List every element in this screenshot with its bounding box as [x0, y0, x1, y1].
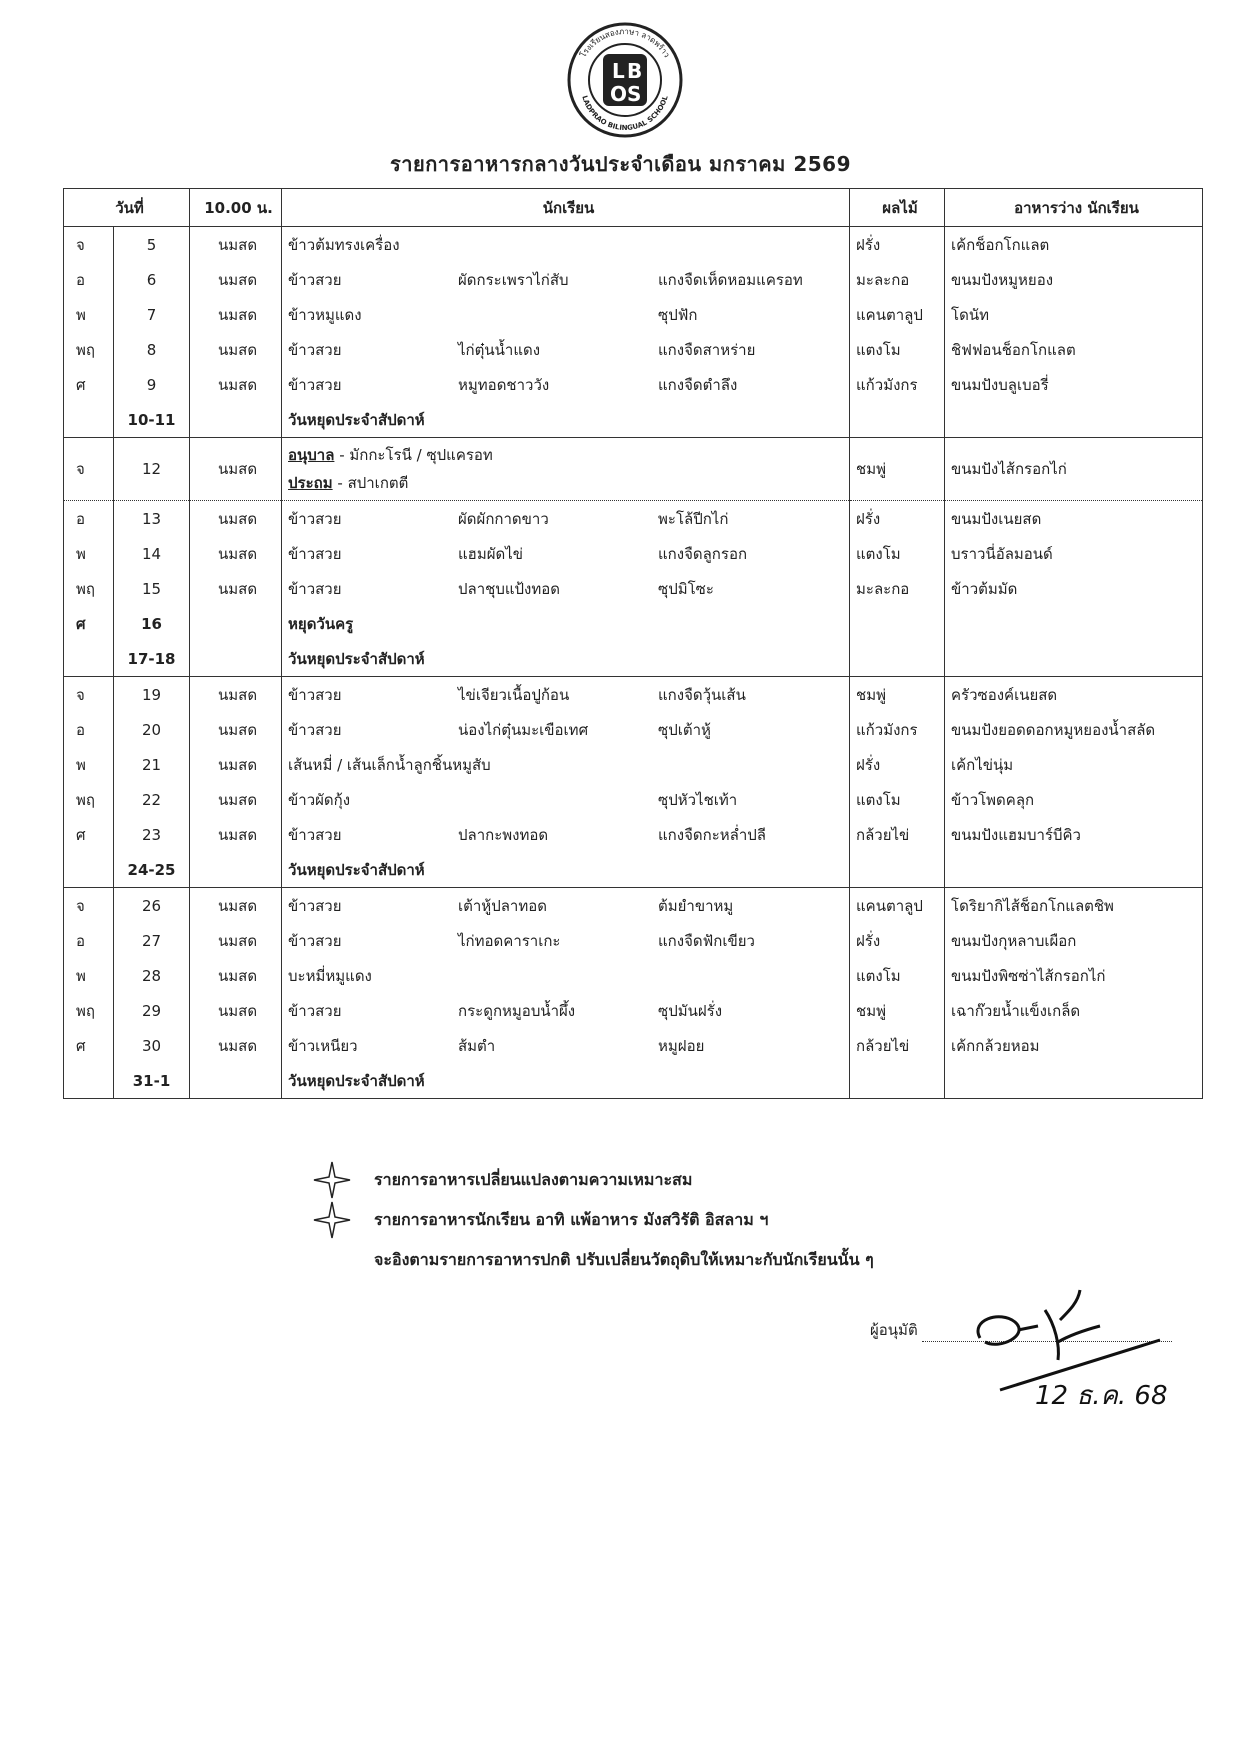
approval-label: ผู้อนุมัติ [870, 1321, 918, 1339]
date-cell: 29 [114, 993, 190, 1028]
table-row [64, 993, 1203, 1028]
snack-pm-cell [945, 606, 1203, 641]
table-row [64, 227, 1203, 263]
note-2: รายการอาหารนักเรียน อาทิ แพ้อาหาร มังสวิรัติ อิสลาม ฯ [374, 1209, 769, 1229]
snack-pm-cell [945, 1063, 1203, 1099]
table-row [64, 402, 1203, 438]
main-dish: ข้าวสวย [288, 270, 342, 289]
student-menu-cell [282, 332, 850, 367]
side-dish: ไก่ทอดคาราเกะ [458, 931, 561, 950]
main-dish: ข้าวสวย [288, 544, 342, 563]
main-dish: ข้าวเหนียว [288, 1036, 358, 1055]
snack-am-cell: นมสด [190, 332, 282, 367]
snack-am-cell: นมสด [190, 712, 282, 747]
main-dish: หยุดวันครู [288, 614, 354, 633]
day-cell: อ [64, 501, 114, 537]
student-menu-cell [282, 958, 850, 993]
date-cell: 8 [114, 332, 190, 367]
day-cell: พ [64, 958, 114, 993]
snack-pm-cell: ขนมปังแฮมบาร์บีคิว [945, 817, 1203, 852]
snack-am-cell: นมสด [190, 958, 282, 993]
snack-pm-cell: ขนมปังพิซซ่าไส้กรอกไก่ [945, 958, 1203, 993]
header-snack-am: 10.00 น. [190, 189, 282, 227]
snack-pm-cell: ขนมปังบลูเบอรี่ [945, 367, 1203, 402]
student-menu-cell [282, 817, 850, 852]
soup-dish: แกงจืดกะหล่ำปลี [658, 825, 766, 844]
day-cell: ศ [64, 367, 114, 402]
snack-am-cell [190, 606, 282, 641]
date-cell: 13 [114, 501, 190, 537]
student-menu-cell [282, 923, 850, 958]
snack-pm-cell: ขนมปังเนยสด [945, 501, 1203, 537]
main-dish: บะหมี่หมูแดง [288, 966, 372, 985]
date-cell: 22 [114, 782, 190, 817]
date-cell: 10-11 [114, 402, 190, 438]
soup-dish: แกงจืดสาหร่าย [658, 340, 756, 359]
snack-pm-cell: ข้าวต้มมัด [945, 571, 1203, 606]
date-cell: 24-25 [114, 852, 190, 888]
snack-pm-cell: เค้กไข่นุ่ม [945, 747, 1203, 782]
soup-dish: ซุปเต้าหู้ [658, 720, 711, 739]
date-cell: 9 [114, 367, 190, 402]
note-1: รายการอาหารเปลี่ยนแปลงตามความเหมาะสม [374, 1169, 693, 1189]
star-bullet-icon [310, 1198, 354, 1242]
student-menu-cell [282, 888, 850, 924]
fruit-cell: แก้วมังกร [850, 712, 945, 747]
side-dish [458, 303, 658, 327]
student-menu-cell [282, 677, 850, 713]
star-bullet-icon [310, 1158, 354, 1202]
fruit-cell: แตงโม [850, 536, 945, 571]
table-row [64, 747, 1203, 782]
main-dish: ข้าวสวย [288, 720, 342, 739]
main-dish: ข้าวสวย [288, 1001, 342, 1020]
student-menu-cell [282, 367, 850, 402]
date-cell: 14 [114, 536, 190, 571]
snack-pm-cell: ขนมปังยอดดอกหมูหยองน้ำสลัด [945, 712, 1203, 747]
snack-am-cell: นมสด [190, 1028, 282, 1063]
main-dish: วันหยุดประจำสัปดาห์ [288, 410, 425, 429]
student-menu-cell [282, 227, 850, 263]
snack-pm-cell: ข้าวโพดคลุก [945, 782, 1203, 817]
fruit-cell: ชมพู่ [850, 677, 945, 713]
main-dish: ข้าวสวย [288, 825, 342, 844]
primary-menu: - สปาเกตตี [337, 474, 409, 492]
snack-am-cell: นมสด [190, 782, 282, 817]
main-dish: เส้นหมี่ / เส้นเล็กน้ำลูกชิ้นหมูสับ [288, 755, 491, 774]
snack-am-cell: นมสด [190, 501, 282, 537]
fruit-cell: แตงโม [850, 782, 945, 817]
table-row [64, 1028, 1203, 1063]
fruit-cell [850, 852, 945, 888]
main-dish: ข้าวสวย [288, 896, 342, 915]
fruit-cell [850, 606, 945, 641]
day-cell: ศ [64, 817, 114, 852]
student-menu-cell [282, 606, 850, 641]
snack-am-cell: นมสด [190, 747, 282, 782]
day-cell [64, 1063, 114, 1099]
main-dish: ข้าวสวย [288, 685, 342, 704]
day-cell: จ [64, 438, 114, 501]
table-row [64, 958, 1203, 993]
side-dish: ปลาชุบแป้งทอด [458, 579, 561, 598]
day-cell: อ [64, 923, 114, 958]
student-menu-cell [282, 1063, 850, 1099]
snack-pm-cell [945, 852, 1203, 888]
kindergarten-label: อนุบาล [288, 446, 335, 464]
svg-text:L: L [612, 59, 625, 83]
day-cell: จ [64, 677, 114, 713]
date-cell: 28 [114, 958, 190, 993]
side-dish: กระดูกหมูอบน้ำผึ้ง [458, 1001, 576, 1020]
side-dish: เต้าหู้ปลาทอด [458, 896, 547, 915]
snack-am-cell [190, 1063, 282, 1099]
main-dish: วันหยุดประจำสัปดาห์ [288, 1071, 425, 1090]
student-menu-cell [282, 571, 850, 606]
date-cell: 17-18 [114, 641, 190, 677]
date-cell: 27 [114, 923, 190, 958]
snack-pm-cell: บราวนี่อัลมอนด์ [945, 536, 1203, 571]
soup-dish: แกงจืดฟักเขียว [658, 931, 755, 950]
student-menu-cell [282, 782, 850, 817]
student-menu-cell [282, 262, 850, 297]
day-cell [64, 641, 114, 677]
snack-am-cell: นมสด [190, 993, 282, 1028]
primary-label: ประถม [288, 474, 333, 492]
snack-pm-cell: ขนมปังหมูหยอง [945, 262, 1203, 297]
snack-pm-cell: ขนมปังไส้กรอกไก่ [945, 438, 1203, 501]
soup-dish: ซุปหัวไชเท้า [658, 790, 738, 809]
header-row [64, 189, 1203, 227]
notes [310, 1160, 874, 1280]
soup-dish: แกงจืดลูกรอก [658, 544, 748, 563]
soup-dish: ต้มยำขาหมู [658, 896, 734, 915]
fruit-cell: แตงโม [850, 332, 945, 367]
date-cell: 21 [114, 747, 190, 782]
main-dish: วันหยุดประจำสัปดาห์ [288, 649, 425, 668]
fruit-cell: แก้วมังกร [850, 367, 945, 402]
date-cell: 12 [114, 438, 190, 501]
day-cell [64, 402, 114, 438]
student-menu-cell [282, 297, 850, 332]
fruit-cell: แคนตาลูป [850, 888, 945, 924]
side-dish [458, 788, 658, 812]
student-menu-cell [282, 438, 850, 501]
snack-am-cell: นมสด [190, 227, 282, 263]
snack-am-cell: นมสด [190, 677, 282, 713]
snack-am-cell: นมสด [190, 297, 282, 332]
snack-pm-cell: ขนมปังกุหลาบเผือก [945, 923, 1203, 958]
snack-pm-cell: เค้กกล้วยหอม [945, 1028, 1203, 1063]
signature-date: 12 ธ.ค. 68 [1035, 1381, 1168, 1411]
header-students: นักเรียน [282, 189, 850, 227]
note-2-continued: จะอิงตามรายการอาหารปกติ ปรับเปลี่ยนวัตถุดิบให้เหมาะกับนักเรียนนั้น ๆ [374, 1250, 874, 1269]
main-dish: ข้าวต้มทรงเครื่อง [288, 235, 400, 254]
snack-am-cell [190, 641, 282, 677]
table-row [64, 782, 1203, 817]
day-cell: พฤ [64, 571, 114, 606]
side-dish: ผัดกระเพราไก่สับ [458, 270, 569, 289]
snack-pm-cell: โดนัท [945, 297, 1203, 332]
table-row [64, 712, 1203, 747]
svg-text:S: S [627, 82, 642, 106]
fruit-cell: แตงโม [850, 958, 945, 993]
student-menu-cell [282, 747, 850, 782]
snack-pm-cell [945, 402, 1203, 438]
day-cell: อ [64, 712, 114, 747]
fruit-cell: ชมพู่ [850, 993, 945, 1028]
kindergarten-menu: - มักกะโรนี / ซุปแครอท [339, 446, 493, 464]
signature [960, 1280, 1190, 1420]
date-cell: 19 [114, 677, 190, 713]
fruit-cell [850, 1063, 945, 1099]
main-dish: ข้าวสวย [288, 579, 342, 598]
student-menu-cell [282, 712, 850, 747]
side-dish: แฮมผัดไข่ [458, 544, 524, 563]
side-dish: ไก่ตุ๋นน้ำแดง [458, 340, 541, 359]
svg-text:B: B [627, 59, 643, 83]
soup-dish: พะโล้ปีกไก่ [658, 509, 729, 528]
soup-dish: ซุปมิโซะ [658, 579, 714, 598]
side-dish: ปลากะพงทอด [458, 825, 549, 844]
header-snack-pm: อาหารว่าง นักเรียน [945, 189, 1203, 227]
date-cell: 26 [114, 888, 190, 924]
table-row [64, 501, 1203, 537]
student-menu-cell [282, 852, 850, 888]
table-row [64, 571, 1203, 606]
side-dish: หมูทอดชาววัง [458, 375, 550, 394]
day-cell: พฤ [64, 782, 114, 817]
fruit-cell: มะละกอ [850, 571, 945, 606]
table-row [64, 262, 1203, 297]
header-date: วันที่ [64, 189, 190, 227]
snack-am-cell: นมสด [190, 817, 282, 852]
table-row [64, 1063, 1203, 1099]
soup-dish: ซุปมันฝรั่ง [658, 1001, 723, 1020]
snack-pm-cell: ครัวซองค์เนยสด [945, 677, 1203, 713]
fruit-cell: กล้วยไข่ [850, 817, 945, 852]
snack-pm-cell [945, 641, 1203, 677]
snack-am-cell: นมสด [190, 262, 282, 297]
snack-pm-cell: ชิฟฟอนช็อกโกแลต [945, 332, 1203, 367]
snack-pm-cell: เค้กช็อกโกแลต [945, 227, 1203, 263]
logo-arc-bottom: LADPRAO BILINGUAL SCHOOL [580, 94, 670, 133]
soup-dish: ซุปฟัก [658, 305, 698, 324]
menu-table [63, 188, 1203, 1099]
main-dish: ข้าวสวย [288, 375, 342, 394]
day-cell: อ [64, 262, 114, 297]
day-cell: ศ [64, 606, 114, 641]
day-cell: พ [64, 536, 114, 571]
date-cell: 20 [114, 712, 190, 747]
date-cell: 30 [114, 1028, 190, 1063]
main-dish: ข้าวหมูแดง [288, 305, 362, 324]
day-cell: พฤ [64, 332, 114, 367]
header-fruit: ผลไม้ [850, 189, 945, 227]
day-cell: จ [64, 227, 114, 263]
fruit-cell: แคนตาลูป [850, 297, 945, 332]
student-menu-cell [282, 501, 850, 537]
main-dish: ข้าวสวย [288, 509, 342, 528]
student-menu-cell [282, 993, 850, 1028]
main-dish: ข้าวสวย [288, 931, 342, 950]
table-row [64, 297, 1203, 332]
table-row [64, 332, 1203, 367]
snack-am-cell: นมสด [190, 367, 282, 402]
date-cell: 15 [114, 571, 190, 606]
snack-am-cell: นมสด [190, 923, 282, 958]
snack-am-cell: นมสด [190, 888, 282, 924]
fruit-cell: ชมพู่ [850, 438, 945, 501]
snack-am-cell [190, 402, 282, 438]
date-cell: 31-1 [114, 1063, 190, 1099]
day-cell [64, 852, 114, 888]
page-title: รายการอาหารกลางวันประจำเดือน มกราคม 2569 [390, 152, 851, 176]
snack-am-cell: นมสด [190, 571, 282, 606]
fruit-cell: มะละกอ [850, 262, 945, 297]
snack-am-cell [190, 852, 282, 888]
fruit-cell: ฝรั่ง [850, 923, 945, 958]
table-row [64, 367, 1203, 402]
soup-dish: แกงจืดเห็ดหอมแครอท [658, 270, 803, 289]
date-cell: 5 [114, 227, 190, 263]
main-dish: ข้าวผัดกุ้ง [288, 790, 351, 809]
table-row [64, 852, 1203, 888]
main-dish: วันหยุดประจำสัปดาห์ [288, 860, 425, 879]
soup-dish: แกงจืดตำลึง [658, 375, 738, 394]
day-cell: จ [64, 888, 114, 924]
snack-pm-cell: โดริยากิไส้ช็อกโกแลตชิพ [945, 888, 1203, 924]
fruit-cell: ฝรั่ง [850, 747, 945, 782]
main-dish: ข้าวสวย [288, 340, 342, 359]
svg-text:O: O [610, 82, 628, 106]
side-dish: น่องไก่ตุ๋นมะเขือเทศ [458, 720, 589, 739]
date-cell: 7 [114, 297, 190, 332]
fruit-cell [850, 641, 945, 677]
table-row [64, 641, 1203, 677]
soup-dish: แกงจืดวุ้นเส้น [658, 685, 746, 704]
soup-dish: หมูฝอย [658, 1036, 705, 1055]
date-cell: 23 [114, 817, 190, 852]
day-cell: พ [64, 297, 114, 332]
fruit-cell: ฝรั่ง [850, 227, 945, 263]
table-row [64, 438, 1203, 501]
table-row [64, 536, 1203, 571]
table-row [64, 606, 1203, 641]
fruit-cell: กล้วยไข่ [850, 1028, 945, 1063]
fruit-cell: ฝรั่ง [850, 501, 945, 537]
side-dish: ไข่เจียวเนื้อปูก้อน [458, 685, 570, 704]
school-logo [565, 20, 685, 140]
table-row [64, 888, 1203, 924]
day-cell: พฤ [64, 993, 114, 1028]
logo-arc-top: โรงเรียนสองภาษา ลาดพร้าว [578, 26, 672, 60]
student-menu-cell [282, 641, 850, 677]
student-menu-cell [282, 1028, 850, 1063]
table-row [64, 817, 1203, 852]
snack-am-cell: นมสด [190, 438, 282, 501]
side-dish: ส้มตำ [458, 1036, 496, 1055]
side-dish: ผัดผักกาดขาว [458, 509, 549, 528]
fruit-cell [850, 402, 945, 438]
student-menu-cell [282, 402, 850, 438]
day-cell: ศ [64, 1028, 114, 1063]
table-row [64, 923, 1203, 958]
snack-pm-cell: เฉาก๊วยน้ำแข็งเกล็ด [945, 993, 1203, 1028]
date-cell: 16 [114, 606, 190, 641]
student-menu-cell [282, 536, 850, 571]
table-row [64, 677, 1203, 713]
snack-am-cell: นมสด [190, 536, 282, 571]
date-cell: 6 [114, 262, 190, 297]
day-cell: พ [64, 747, 114, 782]
